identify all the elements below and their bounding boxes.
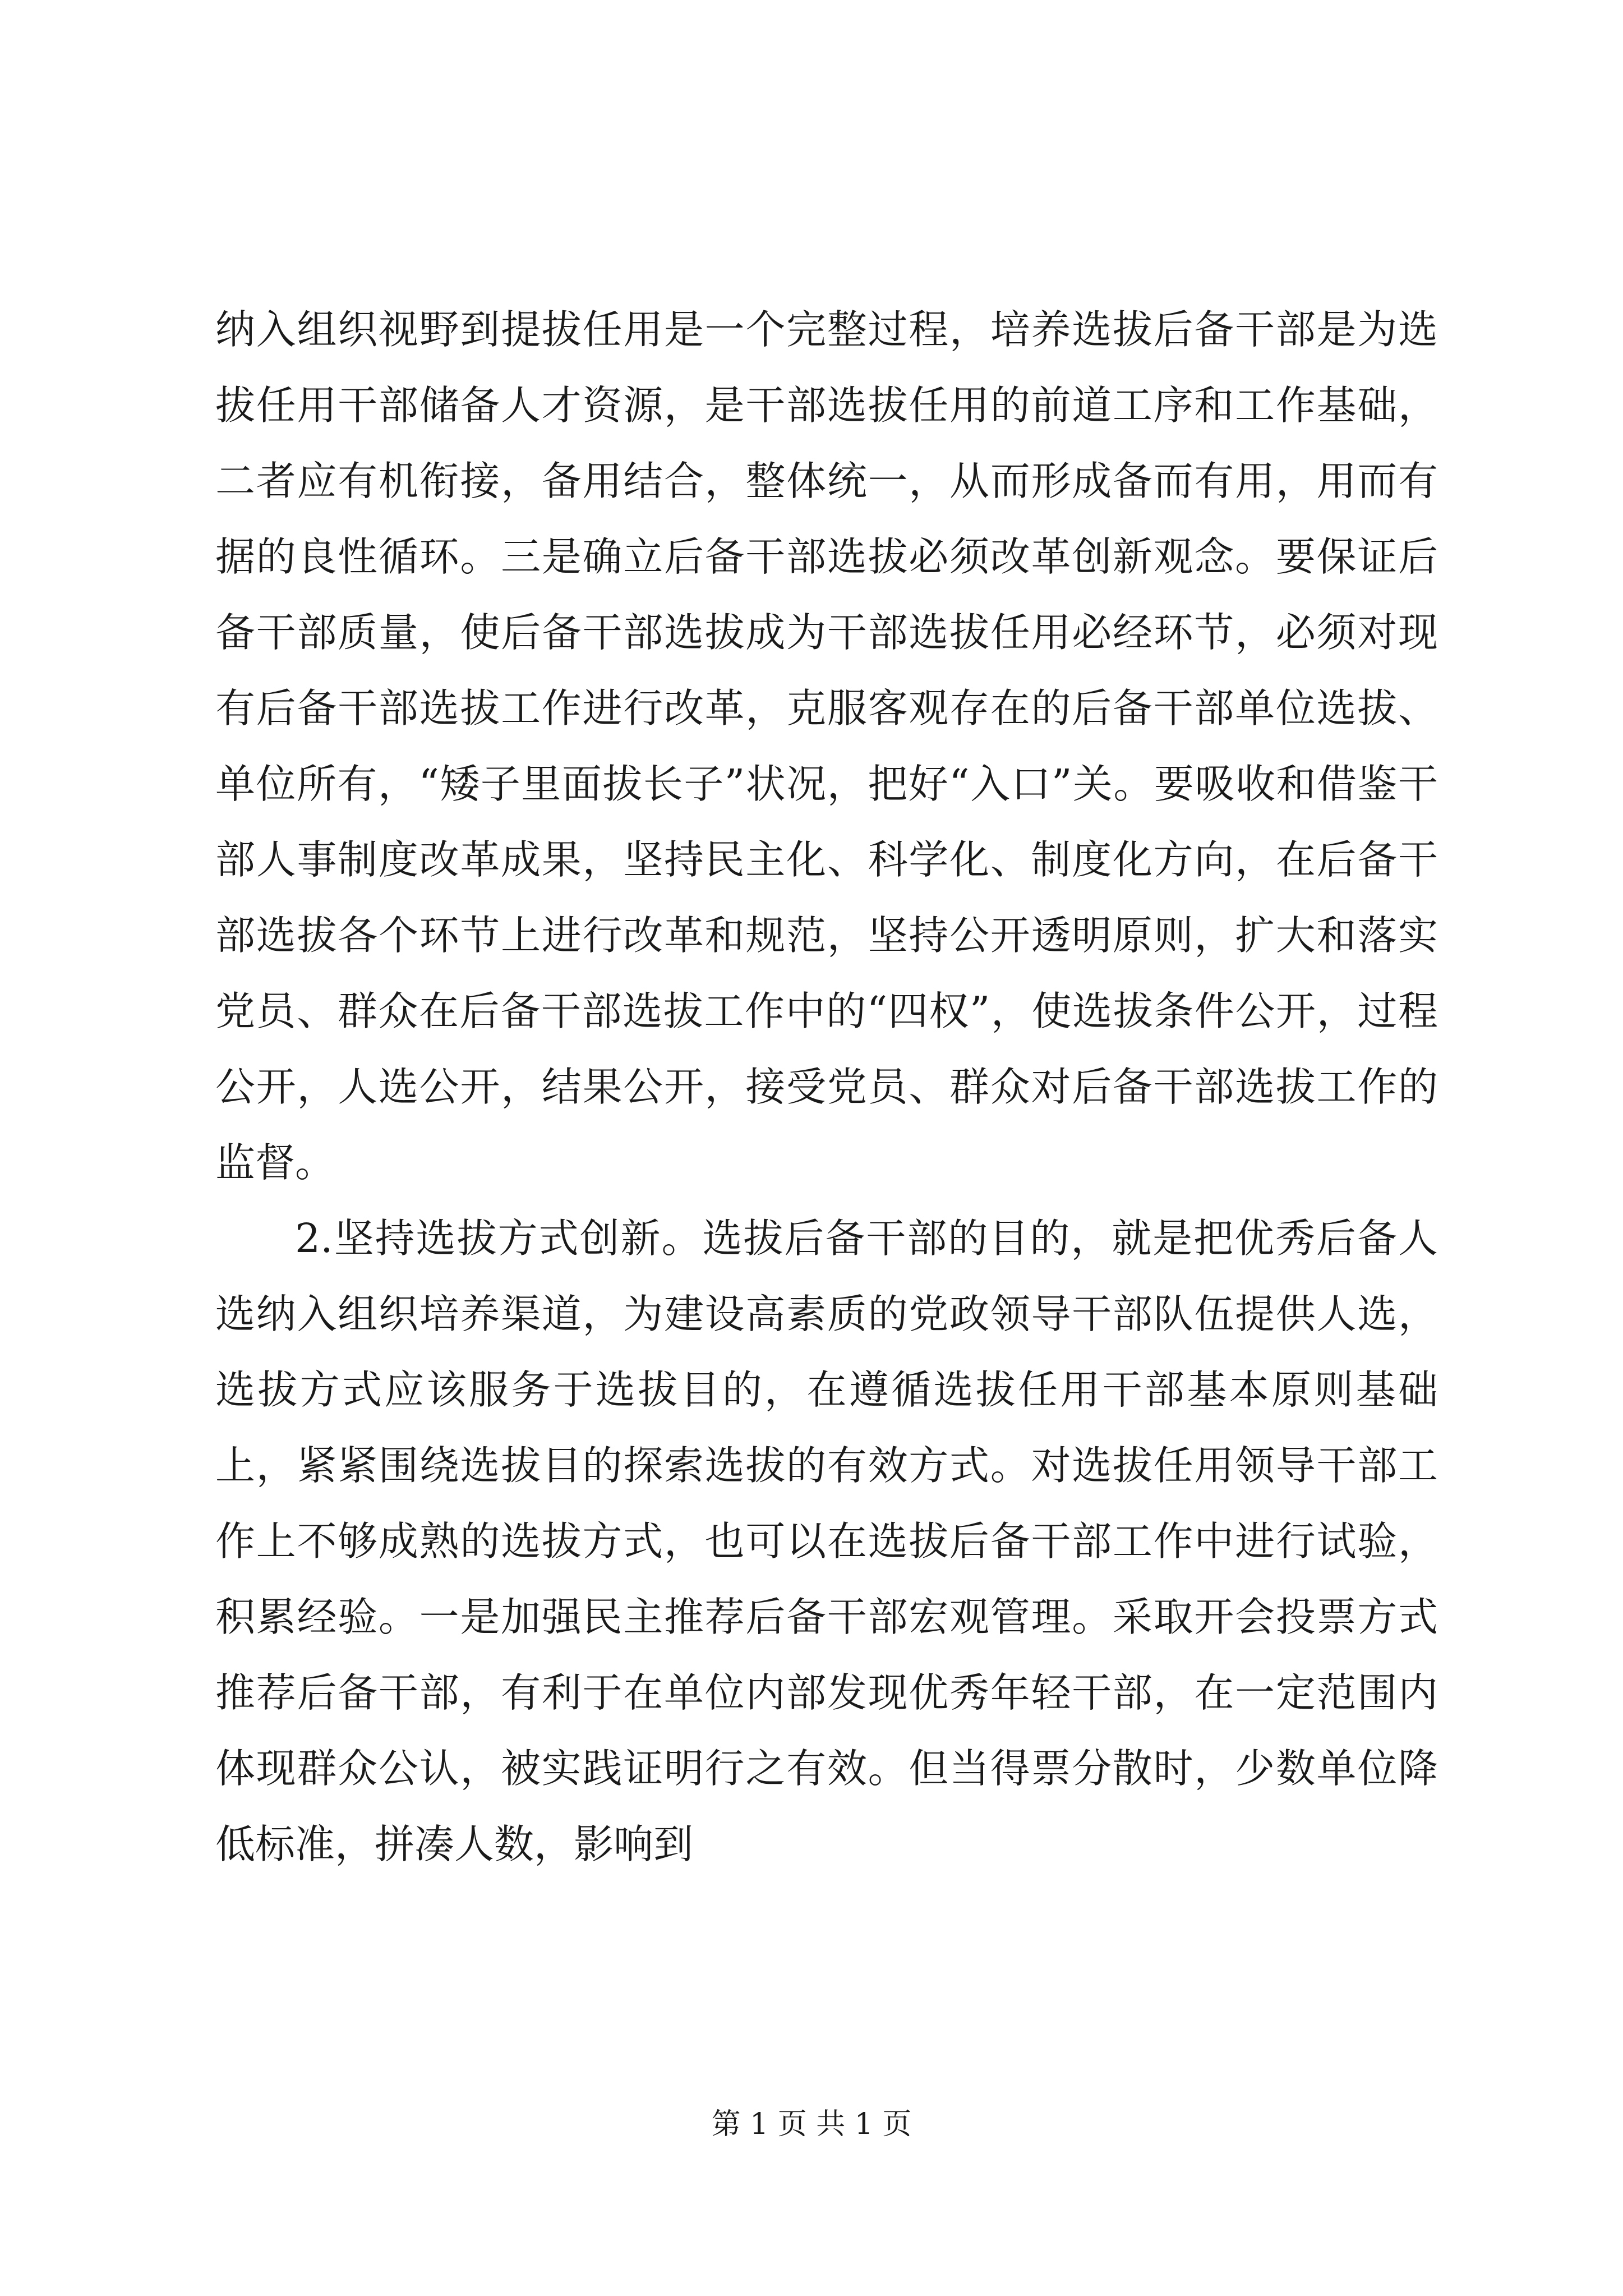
- document-body: [215, 292, 1438, 1882]
- paragraph-1: 纳入组织视野到提拔任用是一个完整过程，培养选拔后备干部是为选拔任用干部储备人才资源，是干部选拔任用的前道工序和工作基础，二者应有机衔接，备用结合，整体统一，从而形成备而有用，用而有据的良性循环。三是确立后备干部选拔必须改革创新观念。要保证后备干部质量，使后备干部选拔成为干部选拔任用必经环节，必须对现有后备干部选拔工作进行改革，克服客观存在的后备干部单位选拔、单位所有，“矮子里面拔长子”状况，把好“入口”关。要吸收和借鉴干部人事制度改革成果，坚持民主化、科学化、制度化方向，在后备干部选拔各个环节上进行改革和规范，坚持公开透明原则，扩大和落实党员、群众在后备干部选拔工作中的“四权”，使选拔条件公开，过程公开，人选公开，结果公开，接受党员、群众对后备干部选拔工作的监督。: [215, 306, 1438, 1186]
- paragraph-2: 2.坚持选拔方式创新。选拔后备干部的目的，就是把优秀后备人选纳入组织培养渠道，为建设高素质的党政领导干部队伍提供人选，选拔方式应该服务于选拔目的，在遵循选拔任用干部基本原则基础上，紧紧围绕选拔目的探索选拔的有效方式。对选拔任用领导干部工作上不够成熟的选拔方式，也可以在选拔后备干部工作中进行试验，积累经验。一是加强民主推荐后备干部宏观管理。采取开会投票方式推荐后备干部，有利于在单位内部发现优秀年轻干部，在一定范围内体现群众公认，被实践证明行之有效。但当得票分散时，少数单位降低标准，拼凑人数，影响到: [215, 1215, 1438, 1867]
- page-footer: 第 1 页 共 1 页: [711, 2108, 912, 2141]
